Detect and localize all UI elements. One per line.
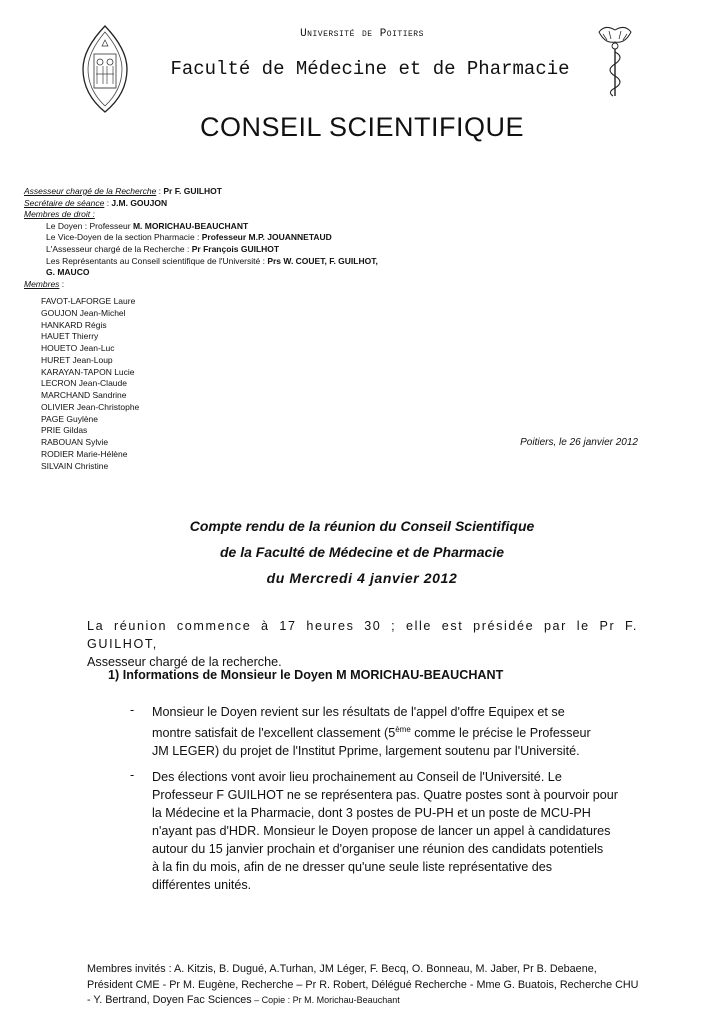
member-item: HAUET Thierry: [41, 331, 99, 342]
droit-item: Le Doyen : Professeur M. MORICHAU-BEAUCHANT: [46, 220, 249, 231]
droit-item: L'Assesseur chargé de la Recherche : Pr François GUILHOT: [46, 243, 280, 254]
report-title-line3: du Mercredi 4 janvier 2012: [266, 570, 458, 586]
report-title-line1: Compte rendu de la réunion du Conseil Scientifique: [189, 518, 535, 534]
council-title: CONSEIL SCIENTIFIQUE: [199, 112, 525, 142]
footer-invited-members: Membres invités : A. Kitzis, B. Dugué, A.Turhan, JM Léger, F. Becq, O. Bonneau, M. Jaber, Pr B. Debaene, Président CME - Pr M. Eugène, Recherche – Pr R. Robert, Délégué Recherche - Mme G. Buatois, Recherche CHU - Y. Bertrand, Doyen Fac Sciences – Copie : Pr M. Morichau-Beauchant: [87, 963, 639, 1007]
members-list: [41, 296, 241, 472]
roles-block: [24, 186, 444, 290]
bullet-paragraph-1: Monsieur le Doyen revient sur les résultats de l'appel d'offre Equipex et se montre satisfait de l'excellent classement (5ème comme le précise le Professeur JM LEGER) du projet de l'Institut Pprime, largement soutenu par l'Université.: [152, 705, 591, 759]
member-item: FAVOT-LAFORGE Laure: [41, 296, 136, 306]
member-item: OLIVIER Jean-Christophe: [41, 401, 140, 412]
member-item: PRIE Gildas: [41, 425, 88, 436]
university-name: Université de Poitiers: [300, 28, 424, 40]
member-item: MARCHAND Sandrine: [41, 390, 127, 400]
bullet-dash: -: [130, 768, 135, 782]
member-item: HOUETO Jean-Luc: [41, 343, 115, 353]
intro-paragraph: [87, 617, 638, 671]
section-heading: 1) Informations de Monsieur le Doyen M MORICHAU-BEAUCHANT: [108, 668, 504, 682]
droit-item: Les Représentants au Conseil scientifique de l'Université : Prs W. COUET, F. GUILHOT,: [46, 255, 378, 266]
faculty-name: Faculté de Médecine et de Pharmacie: [170, 58, 570, 80]
droit-item: Le Vice-Doyen de la section Pharmacie : Professeur M.P. JOUANNETAUD: [46, 232, 332, 243]
member-item: GOUJON Jean-Michel: [41, 307, 126, 318]
member-item: HURET Jean-Loup: [41, 354, 113, 365]
member-item: RABOUAN Sylvie: [41, 437, 109, 447]
member-item: RODIER Marie-Hélène: [41, 448, 128, 459]
intro-line1: La réunion commence à 17 heures 30 ; elle est présidée par le Pr F. GUILHOT,: [87, 619, 638, 651]
droit-item-continuation: G. MAUCO: [46, 267, 90, 278]
bullet-paragraph-2: Des élections vont avoir lieu prochainement au Conseil de l'Université. Le Professeur F GUILHOT ne se représentera pas. Quatre postes sont à pourvoir pour la Médecine et la Pharmacie, dont 3 postes de PU-PH et un poste de MCU-PH n'ayant pas d'HDR. Monsieur le Doyen propose de lancer un appel à candidatures autour du 15 janvier prochain et d'organiser une réunion des candidats potentiels à la fin du mois, afin de ne dresser qu'une seule liste représentative des différentes unités.: [152, 770, 618, 892]
member-item: KARAYAN-TAPON Lucie: [41, 366, 135, 377]
document-date: Poitiers, le 26 janvier 2012: [520, 437, 638, 448]
assesseur-line: Assesseur chargé de la Recherche : Pr F. GUILHOT: [24, 186, 222, 196]
member-item: SILVAIN Christine: [41, 460, 109, 471]
bullet-dash: -: [130, 703, 135, 717]
member-item: PAGE Guylène: [41, 413, 99, 424]
membres-droit-label: Membres de droit :: [24, 209, 95, 220]
secretaire-line: Secrétaire de séance : J.M. GOUJON: [24, 197, 168, 208]
member-item: HANKARD Régis: [41, 319, 107, 330]
report-title-line2: de la Faculté de Médecine et de Pharmacie: [220, 544, 504, 560]
member-item: LECRON Jean-Claude: [41, 378, 127, 389]
intro-line2: Assesseur chargé de la recherche.: [87, 655, 282, 669]
membres-label-line: Membres :: [24, 278, 65, 289]
